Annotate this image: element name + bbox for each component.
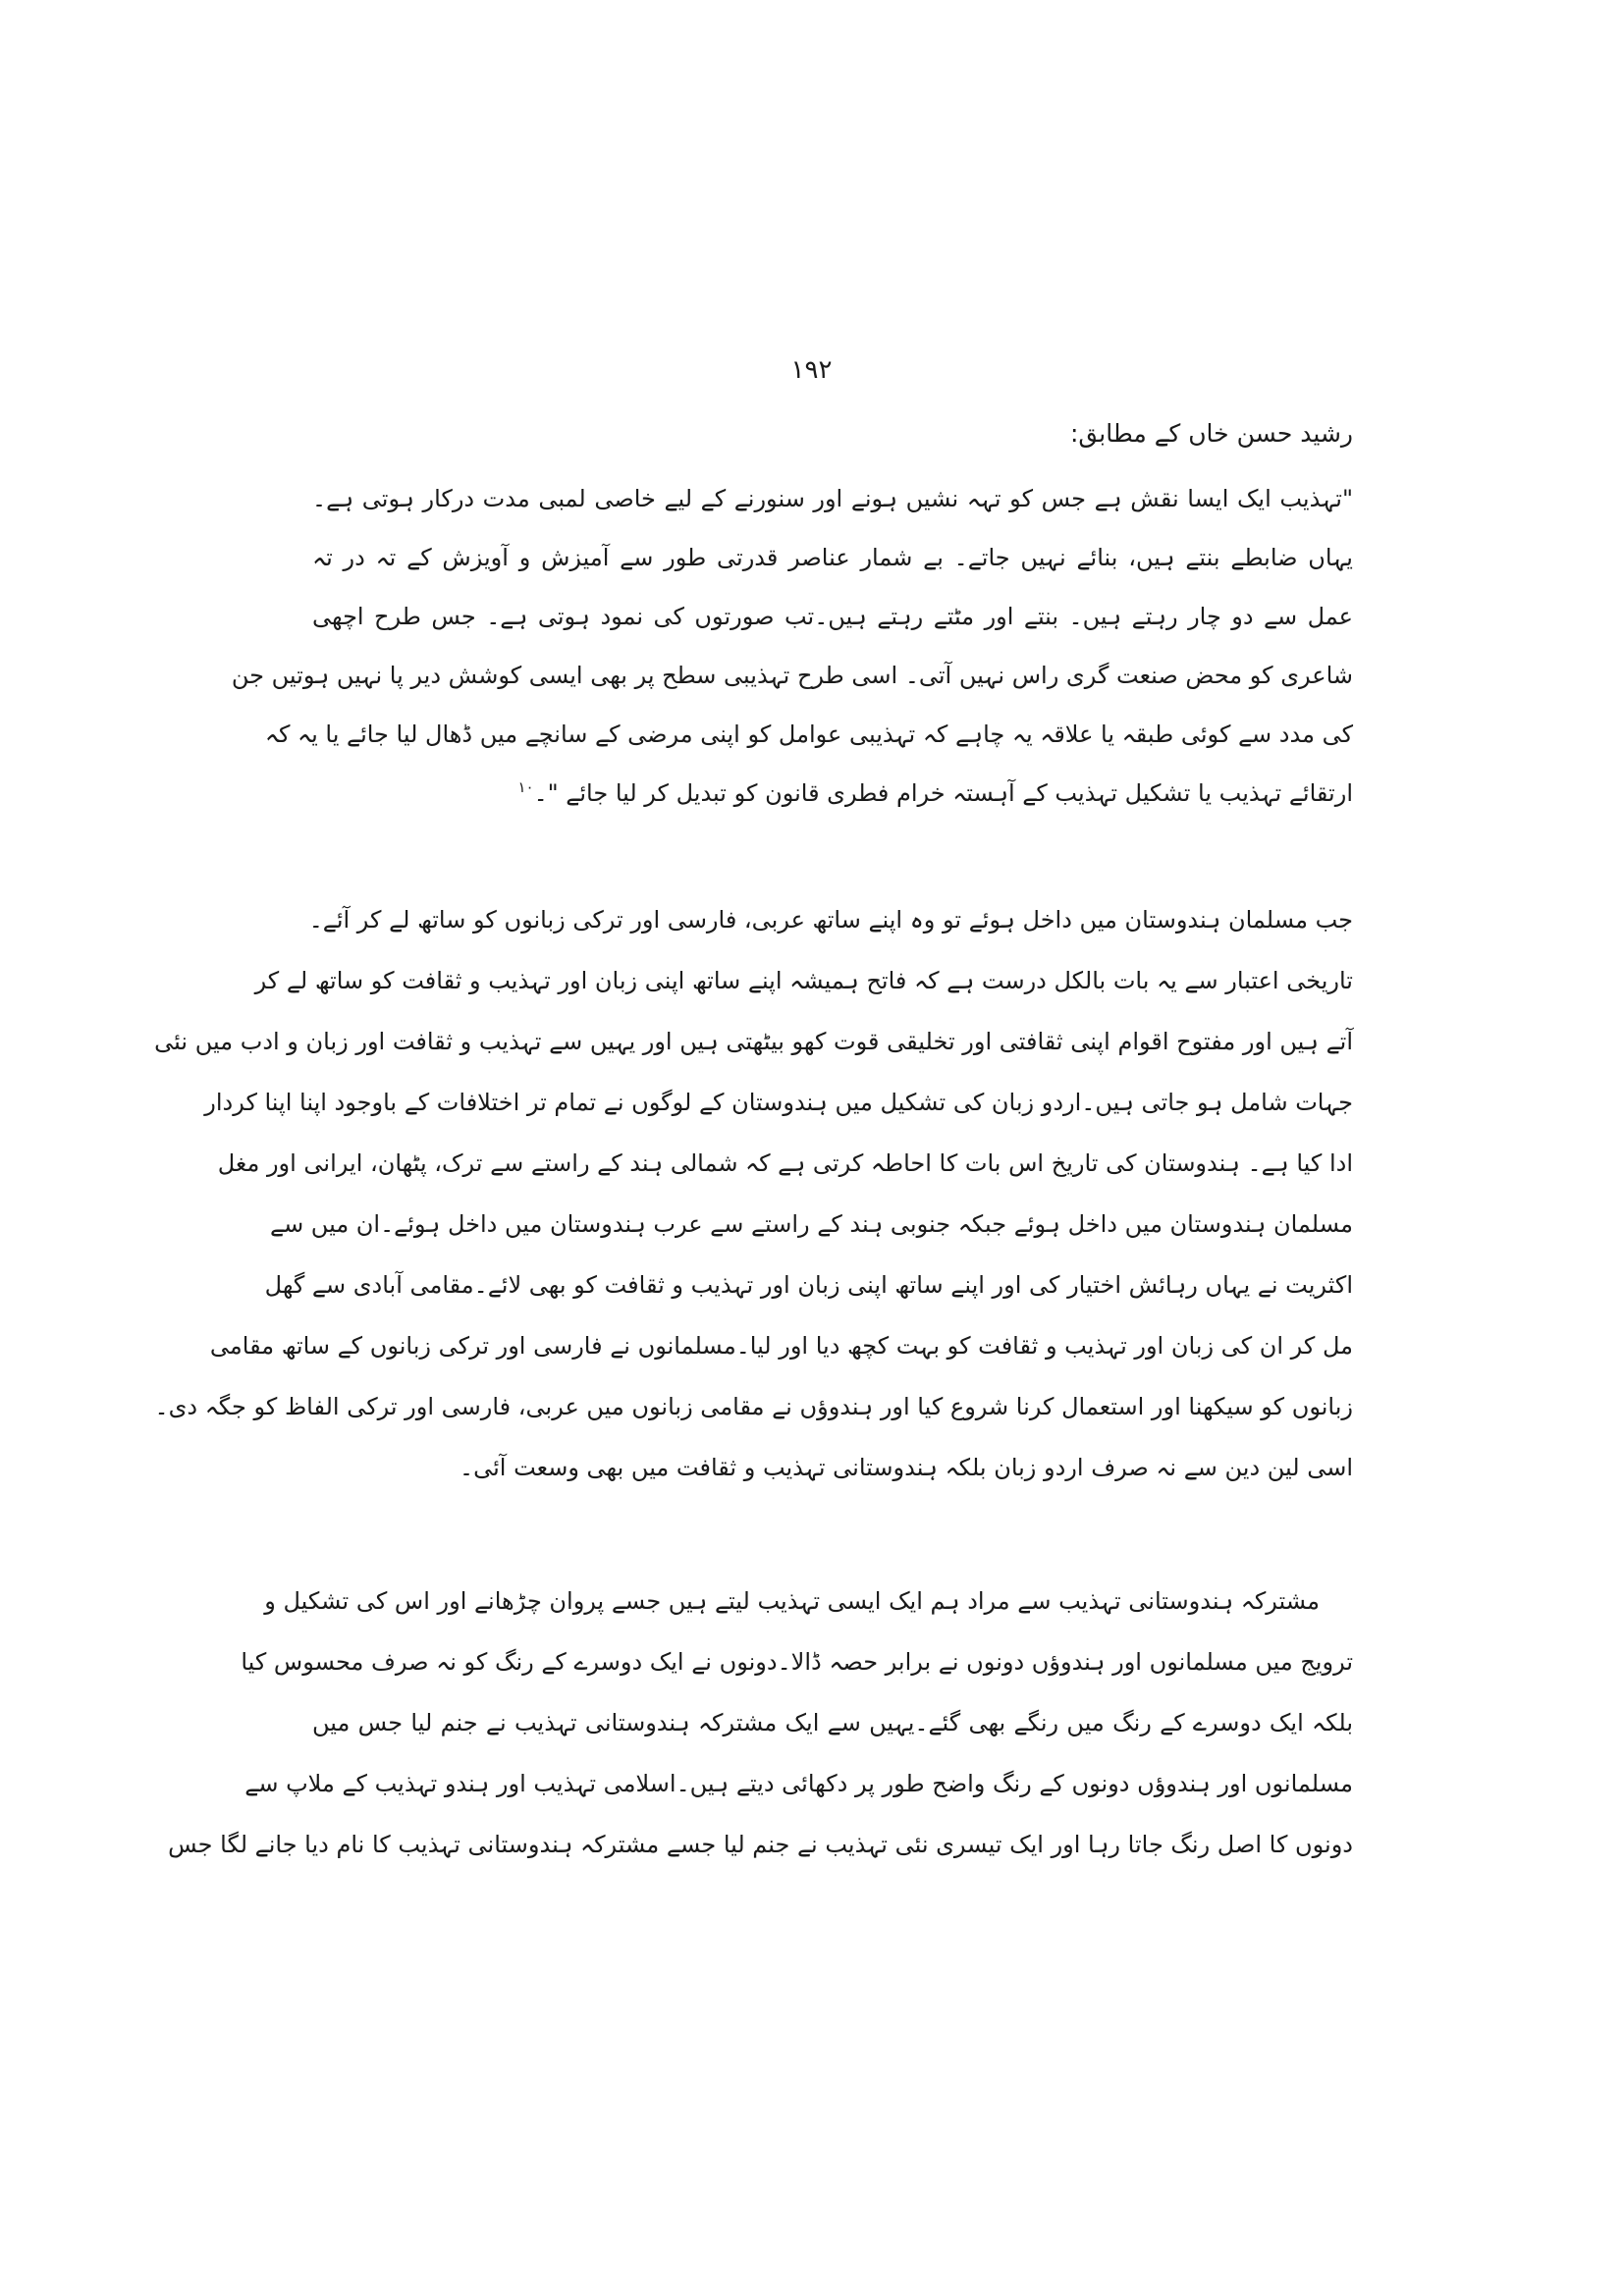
paragraph-line: مسلمانوں اور ہندوؤں دونوں کے رنگ واضح طور پر دکھائی دیتے ہیں۔اسلامی تہذیب اور ہندو تہذیب کے ملاپ سے [244, 1770, 1353, 1797]
quote-line-last [312, 764, 1353, 823]
quote-attribution-heading: رشید حسن خاں کے مطابق: [1070, 419, 1353, 448]
quote-line-text: ارتقائے تہذیب یا تشکیل تہذیب کے آہستہ خرام فطری قانون کو تبدیل کر لیا جائے "۔ [533, 779, 1353, 807]
paragraph-line: زبانوں کو سیکھنا اور استعمال کرنا شروع کیا اور ہندوؤں نے مقامی زبانوں میں عربی، فارسی اور ترکی الفاظ کو جگہ دی۔ [154, 1393, 1353, 1420]
quote-line: "تہذیب ایک ایسا نقش ہے جس کو تہہ نشیں ہونے اور سنورنے کے لیے خاصی لمبی مدت درکار ہوتی ہے۔ [312, 485, 1353, 512]
paragraph-line: ادا کیا ہے۔ ہندوستان کی تاریخ اس بات کا احاطہ کرتی ہے کہ شمالی ہند کے راستے سے ترک، پٹھان، ایرانی اور مغل [217, 1149, 1353, 1177]
footnote-reference: ۱۰ [517, 778, 534, 796]
paragraph-line-first: مشترکہ ہندوستانی تہذیب سے مراد ہم ایک ایسی تہذیب لیتے ہیں جسے پروان چڑھانے اور اس کی تشکیل و [264, 1587, 1320, 1615]
paragraph-line: دونوں کا اصل رنگ جاتا رہا اور ایک تیسری نئی تہذیب نے جنم لیا جسے مشترکہ ہندوستانی تہذیب کا نام دیا جانے لگا جس [168, 1831, 1353, 1858]
paragraph-line: آتے ہیں اور مفتوح اقوام اپنی ثقافتی اور تخلیقی قوت کھو بیٹھتی ہیں اور یہیں سے تہذیب و ثقافت اور زبان و ادب میں نئی [154, 1028, 1353, 1055]
quote-line: عمل سے دو چار رہتے ہیں۔ بنتے اور مٹتے رہتے ہیں۔تب صورتوں کی نمود ہوتی ہے۔ جس طرح اچھی [312, 603, 1353, 630]
page-number: ۱۹۲ [790, 355, 833, 385]
paragraph-1 [154, 889, 1353, 1498]
paragraph-line: تاریخی اعتبار سے یہ بات بالکل درست ہے کہ فاتح ہمیشہ اپنے ساتھ اپنی زبان اور تہذیب و ثقافت کو ساتھ لے کر [254, 967, 1353, 994]
block-quote [231, 469, 1353, 823]
quote-line: یہاں ضابطے بنتے ہیں، بنائے نہیں جاتے۔ بے شمار عناصر قدرتی طور سے آمیزش و آویزش کے تہ در تہ [312, 544, 1353, 571]
quote-line: کی مدد سے کوئی طبقہ یا علاقہ یہ چاہے کہ تہذیبی عوامل کو اپنی مرضی کے سانچے میں ڈھال لیا جائے یا یہ کہ [264, 721, 1353, 748]
paragraph-2 [168, 1571, 1353, 1875]
paragraph-line: ترویج میں مسلمانوں اور ہندوؤں دونوں نے برابر حصہ ڈالا۔دونوں نے ایک دوسرے کے رنگ کو نہ صرف محسوس کیا [241, 1648, 1353, 1676]
quote-line: شاعری کو محض صنعت گری راس نہیں آتی۔ اسی طرح تہذیبی سطح پر بھی ایسی کوشش دیر پا نہیں ہوتیں جن [231, 662, 1353, 689]
paragraph-line: جب مسلمان ہندوستان میں داخل ہوئے تو وہ اپنے ساتھ عربی، فارسی اور ترکی زبانوں کو ساتھ لے کر آئے۔ [308, 906, 1353, 934]
paragraph-line: جہات شامل ہو جاتی ہیں۔اردو زبان کی تشکیل میں ہندوستان کے لوگوں نے تمام تر اختلافات کے باوجود اپنا اپنا کردار [204, 1089, 1353, 1116]
paragraph-line: مسلمان ہندوستان میں داخل ہوئے جبکہ جنوبی ہند کے راستے سے عرب ہندوستان میں داخل ہوئے۔ان میں سے [270, 1210, 1353, 1238]
paragraph-line: بلکہ ایک دوسرے کے رنگ میں رنگے بھی گئے۔یہیں سے ایک مشترکہ ہندوستانی تہذیب نے جنم لیا جس میں [312, 1709, 1353, 1736]
paragraph-line: اکثریت نے یہاں رہائش اختیار کی اور اپنے ساتھ اپنی زبان اور تہذیب و ثقافت کو بھی لائے۔مقامی آبادی سے گھل [264, 1271, 1353, 1299]
paragraph-line: مل کر ان کی زبان اور تہذیب و ثقافت کو بہت کچھ دیا اور لیا۔مسلمانوں نے فارسی اور ترکی زبانوں کے ساتھ مقامی [209, 1332, 1353, 1360]
paragraph-line-last: اسی لین دین سے نہ صرف اردو زبان بلکہ ہندوستانی تہذیب و ثقافت میں بھی وسعت آئی۔ [460, 1454, 1353, 1481]
